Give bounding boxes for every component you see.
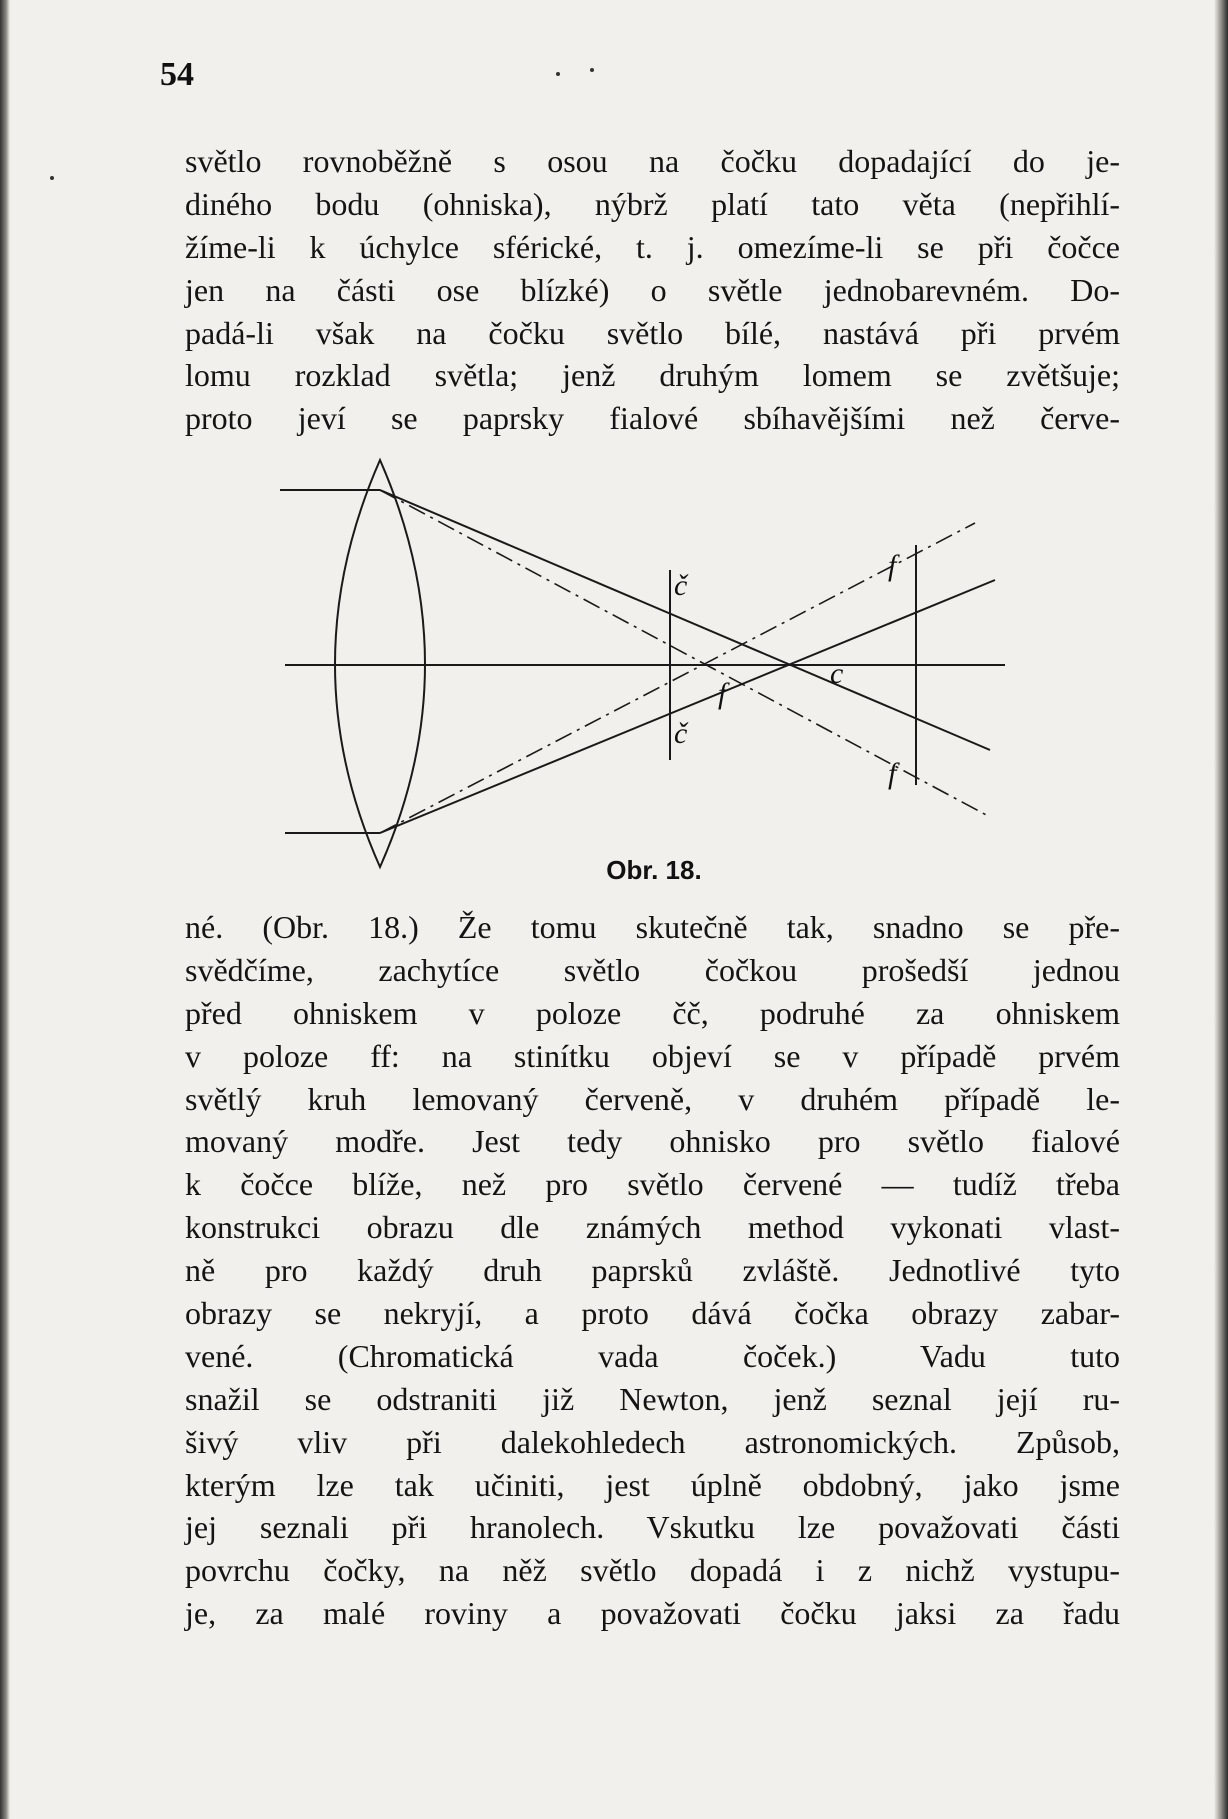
text-line: je, za malé roviny a považovati čočku jaksi za řadu xyxy=(185,1595,1120,1632)
text-line: kterým lze tak učiniti, jest úplně obdobný, jako jsme xyxy=(185,1466,1120,1503)
lens-diagram xyxy=(270,455,1030,875)
text-line: proto jeví se paprsky fialové sbíhavějšími než červe- xyxy=(185,400,1120,437)
text-line: diného bodu (ohniska), nýbrž platí tato věta (nepřihlí- xyxy=(185,185,1120,222)
paragraph-after-figure xyxy=(185,906,1120,1635)
label-f-bottom: f xyxy=(888,757,897,790)
label-f-violet-focus: f xyxy=(718,677,727,710)
text-line: vené. (Chromatická vada čoček.) Vadu tuto xyxy=(185,1337,1120,1374)
label-c-hacek-bottom: č xyxy=(674,717,688,750)
page-number: 54 xyxy=(160,56,194,93)
text-line: před ohniskem v poloze čč, podruhé za ohniskem xyxy=(185,994,1120,1031)
figure-caption-text: Obr. 18. xyxy=(606,855,702,885)
text-line: obrazy se nekryjí, a proto dává čočka obrazy zabar- xyxy=(185,1295,1120,1332)
violet-ray-top xyxy=(380,490,990,817)
text-line: ně pro každý druh paprsků zvláště. Jednotlivé tyto xyxy=(185,1252,1120,1289)
text-line: jen na části ose blízké) o světle jednobarevném. Do- xyxy=(185,271,1120,308)
text-line: světlo rovnoběžně s osou na čočku dopadající do je- xyxy=(185,143,1120,179)
text-line: snažil se odstraniti již Newton, jenž seznal její ru- xyxy=(185,1380,1120,1417)
label-c-hacek-top: č xyxy=(674,569,688,602)
text-line: padá-li však na čočku světlo bílé, nastává při prvém xyxy=(185,314,1120,351)
page-left-edge xyxy=(0,0,10,1819)
text-line: povrchu čočky, na něž světlo dopadá i z nichž vystupu- xyxy=(185,1552,1120,1589)
figure-caption xyxy=(0,855,1228,886)
speck xyxy=(556,72,560,76)
text-line: šivý vliv při dalekohledech astronomických. Způsob, xyxy=(185,1423,1120,1460)
biconvex-lens xyxy=(335,460,425,867)
text-line: žíme-li k úchylce sférické, t. j. omezíme-li se při čočce xyxy=(185,228,1120,265)
paragraph-before-figure xyxy=(185,140,1120,440)
text-line: jej seznali při hranolech. Vskutku lze považovati části xyxy=(185,1509,1120,1546)
page-right-edge xyxy=(1214,0,1228,1819)
speck xyxy=(50,176,54,180)
text-line: v poloze ff: na stinítku objeví se v případě prvém xyxy=(185,1037,1120,1074)
text-line: movaný modře. Jest tedy ohnisko pro světlo fialové xyxy=(185,1123,1120,1160)
speck xyxy=(590,68,594,72)
text-line: né. (Obr. 18.) Že tomu skutečně tak, snadno se pře- xyxy=(185,909,1120,945)
label-c-red-focus: c xyxy=(830,657,844,690)
text-line: svědčíme, zachytíce světlo čočkou prošedší jednou xyxy=(185,951,1120,988)
label-f-top: f xyxy=(888,549,897,582)
figure-chromatic-aberration xyxy=(270,455,1030,875)
text-line: k čočce blíže, než pro světlo červené — tudíž třeba xyxy=(185,1166,1120,1203)
red-ray-bottom xyxy=(380,580,995,833)
text-line: lomu rozklad světla; jenž druhým lomem se zvětšuje; xyxy=(185,357,1120,394)
text-line: konstrukci obrazu dle známých method vykonati vlast- xyxy=(185,1209,1120,1246)
text-line: světlý kruh lemovaný červeně, v druhém případě le- xyxy=(185,1080,1120,1117)
